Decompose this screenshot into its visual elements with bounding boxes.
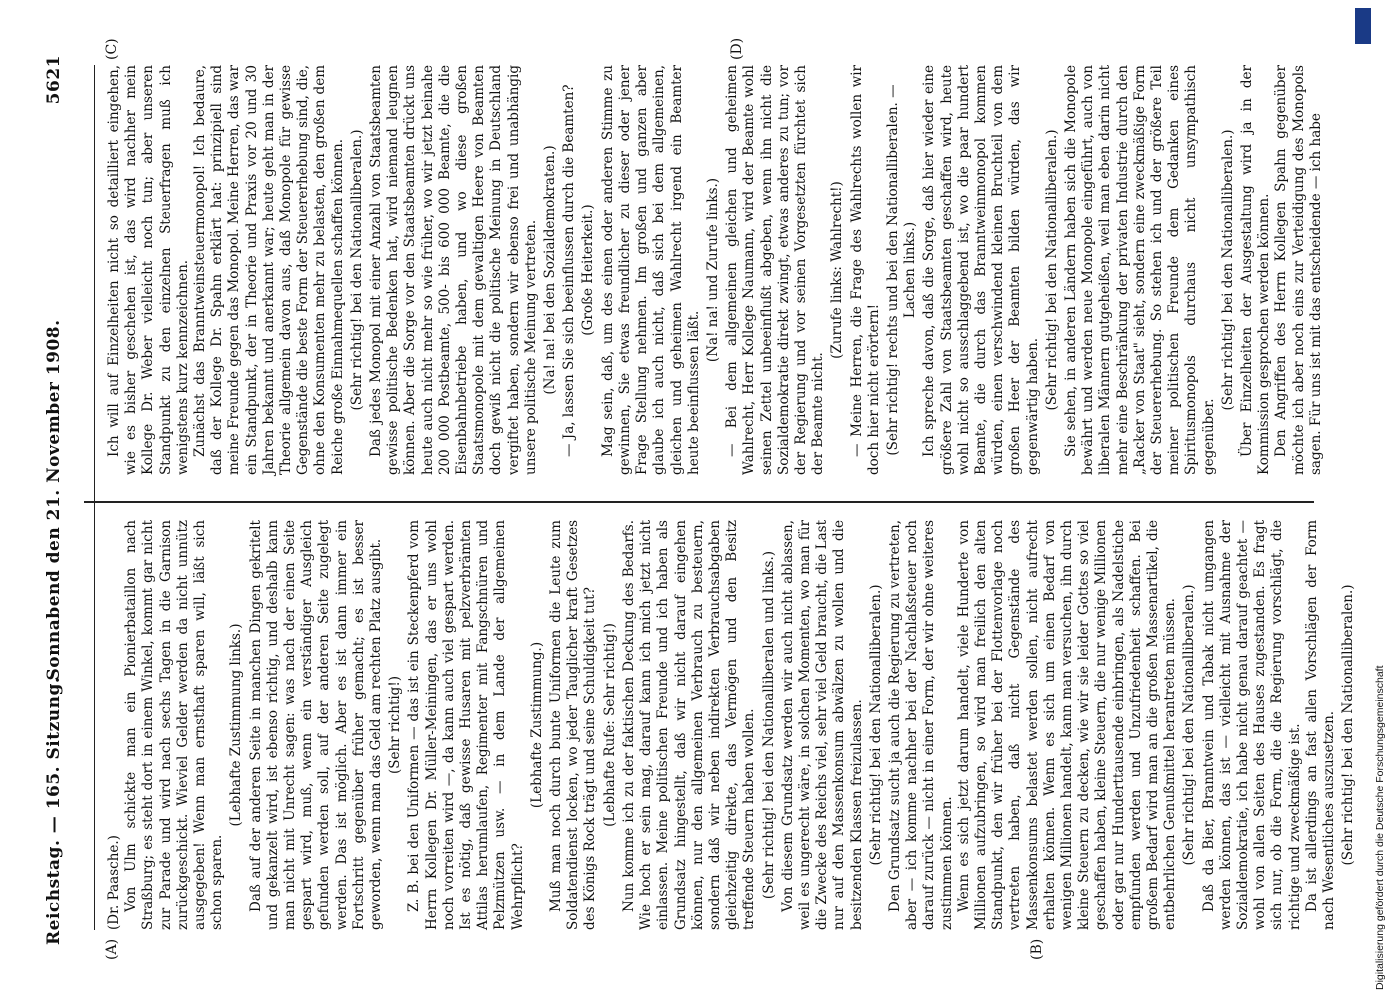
paragraph: Den Angriffen des Herrn Kollegen Spahn gegenüber möchte ich aber noch eins zur Verteidigung des Monopols sagen. Für uns ist mit das entscheidende — ich habe [1273,65,1324,475]
paragraph: Sie sehen, in anderen Ländern haben sich die Monopole bewährt und werden neue Monopole eingeführt, auch von liberalen Männern gutgeheißen, weil man eben darin nicht mehr eine Beschränkung der privaten Industrie durch den „Racker von Staat" sieht, sondern eine zweckmäßige Form der Steuererhebung. So stehen ich und der größere Teil meiner politischen Freunde dem Gedanken eines Spiritusmonopols durchaus nicht unsympathisch gegenüber. [1062,65,1217,475]
paragraph: Zunächst das Branntweinsteuermonopol! Ich bedaure, daß der Kollege Dr. Spahn erklärt hat: prinzipiell sind meine Freunde gegen das Monopol. Meine Herren, das war ein Standpunkt, der in Theorie und Praxis vor 20 und 30 Jahren bekannt und anerkannt war; heute geht man in der Theorie allgemein davon aus, daß Monopole für gewisse Gegenstände die beste Form der Steuererhebung sind, die, ohne den Konsumenten mehr zu belasten, den großen dem Reiche große Einnahmequellen schaffen können. [192,65,346,475]
interjection: (Na! na! bei den Sozialdemokraten.) [542,145,559,395]
paragraph: — Ja, lassen Sie sich beeinflussen durch die Beamten? [561,84,578,457]
interjection: (Lebhafte Zustimmung.) [528,641,545,809]
column-divider [84,501,1314,503]
paragraph: Über Einzelheiten der Ausgestaltung wird ja in der Kommission gesprochen werden können. [1239,65,1273,475]
speaker-name: (Dr. Paasche.) [106,835,122,930]
page-header [44,55,74,945]
paragraph: Mag sein, daß, um des einen oder anderen Stimme zu gewinnen, Sie etwas freundlicher zu dieser oder jener Frage Stellung nehmen. Im großen und ganzen aber glaube ich auch nicht, daß sich bei dem allgemeinen, gleichen und geheimen Wahlrecht irgend ein Beamter heute beeinflussen läßt. [599,65,702,475]
newspaper-page [24,0,1357,1000]
interjection: (Sehr richtig! bei den Nationalliberalen.) [1181,584,1198,866]
dfg-logo: DFG [1355,8,1371,44]
interjection: (Sehr richtig! bei den Nationalliberalen.) [867,584,884,866]
interjection: (Sehr richtig! bei den Nationalliberalen.) [348,129,365,411]
paragraph: Daß jedes Monopol mit einer Anzahl von Staatsbeamten gewisse politische Bedenken hat, wird niemand leugnen können. Aber die Sorge vor den Staatsbeamten drückt uns heute auch nicht mehr so wie früher, wo wir jetzt beinahe 200 000 Postbeamte, 500- bis 600 000 Beamte, die die Eisenbahnbetriebe haben, und wo diese großen Staatsmonopole mit dem gewaltigen Heere von Beamten doch gewiß nicht die politische Meinung in Deutschland vergiftet haben, sondern wir ebenso frei und unabhängig unsere politische Meinung vertreten. [368,65,539,475]
text-column-right [106,65,1324,475]
paragraph: Von Ulm schickte man ein Pionierbataillon nach Straßburg; es steht dort in einem Winkel, kommt gar nicht zur Parade und wird nach sechs Tagen in die Garnison zurückgeschickt. Wieviel Gelder werden da nicht unnütz ausgegeben! Wenn man ernsthaft sparen will, läßt sich schon sparen. [123,520,226,930]
paragraph: Da ist allerdings an fast allen Vorschlägen der Form nach Wesentliches auszusetzen. [1303,520,1338,930]
margin-marker-a: (A) [104,938,120,960]
interjection: (Große Heiterkeit.) [580,204,597,336]
paragraph: Z. B. bei den Uniformen — das ist ein Steckenpferd vom Herrn Kollegen Dr. Müller-Meiningen, das er uns wohl noch vorreiten wird —, da kann auch viel gespart werden. Ist es nötig, daß gewisse Husaren mit pelzverbrämten Attilas herumlaufen, Regimenter mit Fangschnüren und Pelzmützen usw. — in dem Lande der allgemeinen Wehrpflicht? [406,520,526,930]
paragraph: Ich will auf Einzelheiten nicht so detailliert eingehen, wie es bisher geschehen ist, das wird nachher mein Kollege Dr. Weber vielleicht noch tun; aber unseren Standpunkt zu den einzelnen Steuerfragen muß ich wenigstens kurz kennzeichnen. [106,65,191,475]
header-session: Reichstag. — 165. Sitzung. [44,676,64,945]
interjection: (Lebhafte Zustimmung links.) [228,623,245,827]
paragraph: Daß da Bier, Branntwein und Tabak nicht umgangen werden können, das ist — vielleicht mit Ausnahme der Sozialdemokratie, ich habe nicht genau darauf geachtet — wohl von allen Seiten des Hauses zugestanden. Es fragt sich nur, ob die Form, die die Regierung vorschlägt, die richtige und zweckmäßige ist. [1200,520,1303,930]
header-date: Sonnabend den 21. November 1908. [44,319,64,681]
interjection: (Zurufe links: Wahlrecht!) [829,181,846,359]
interjection: (Lebhafte Rufe: Sehr richtig!) [601,623,618,827]
interjection: (Na! na! und Zurufe links.) [704,177,721,363]
paragraph: Daß auf der anderen Seite in manchen Dingen gekritelt und gekanzelt wird, ist ebenso richtig, und deshalb kann man nicht mit Unrecht sagen: was nach der einen Seite gespart wird, muß, wenn ein verständiger Ausgleich gefunden werden soll, auf der anderen Seite zugelegt werden. Das ist möglich. Aber es ist dann immer ein Fortschritt gegenüber früher gemacht; es ist besser geworden, wenn man das Geld am rechten Platz ausgibt. [247,520,385,930]
paragraph: Nun komme ich zu der faktischen Deckung des Bedarfs. Wie hoch er sein mag, darauf kann ich mich jetzt nicht einlassen. Meine politischen Freunde und ich haben als Grundsatz hingestellt, daß wir nicht darauf eingehen können, nur den allgemeinen Verbrauch zu besteuern, sondern daß wir neben indirekten Verbrauchsabgaben gleichzeitig direkte, das Vermögen und den Besitz treffende Steuern haben wollen. [620,520,758,930]
interjection: (Sehr richtig! rechts und bei den Nationalliberalen. — Lachen links.) [884,84,919,456]
interjection: (Sehr richtig! bei den Nationalliberalen.) [1219,129,1236,411]
digitization-note-text: Digitalisierung gefördert durch die Deutsche Forschungsgemeinschaft [1374,665,1386,990]
paragraph: — Bei dem allgemeinen gleichen und geheimen Wahlrecht, Herr Kollege Naumann, wird der Beamte wohl seinen Zettel unbeeinflußt abgeben, wenn ihn nicht die Sozialdemokratie direkt zwingt, etwas anderes zu tun; vor der Regierung und vor seinen Vorgesetzten fürchtet sich der Beamte nicht. [724,65,827,475]
header-rule [94,65,95,930]
header-page-number: 5621 [44,55,64,105]
paragraph: — Meine Herren, die Frage des Wahlrechts wollen wir doch hier nicht erörtern! [848,65,882,475]
paragraph: Wenn es sich jetzt darum handelt, viele Hunderte von Millionen aufzubringen, so wird man freilich den alten Standpunkt, den wir früher bei der Flottenvorlage noch vertreten haben, daß nicht Gegenstände des Massenkonsums belastet werden sollen, nicht aufrecht erhalten können. Wenn es sich um einen Bedarf von wenigen Millionen handelt, kann man versuchen, ihn durch kleine Steuern zu decken, wie wir sie leider Gottes so viel geschaffen haben, kleine Steuern, die nur wenige Millionen oder gar nur Hunderttausende einbringen, als Nadelstiche empfunden werden und Unzufriedenheit schaffen. Bei großem Bedarf wird man an die großen Massenartikel, die entbehrlichen Genußmittel herantreten müssen. [955,520,1179,930]
interjection: (Sehr richtig! bei den Nationalliberalen.) [1043,129,1060,411]
text-column-left [106,520,1357,930]
margin-marker-c: (C) [104,38,120,60]
paragraph: Von diesem Grundsatz werden wir auch nicht ablassen, weil es ungerecht wäre, in solchen Momenten, wo man für die Zwecke des Reichs viel, sehr viel Geld braucht, die Last nur auf den Massenkonsum abwälzen zu wollen und die besitzenden Klassen freizulassen. [779,520,865,930]
paragraph: Den Grundsatz sucht ja auch die Regierung zu vertreten, aber — ich komme nachher bei der Nachlaßsteuer noch darauf zurück — nicht in einer Form, der wir ohne weiteres zustimmen können. [886,520,955,930]
interjection: (Sehr richtig! bei den Nationalliberalen.) [1340,584,1357,866]
margin-marker-b: (B) [1029,938,1045,960]
paragraph: Ich spreche davon, daß die Sorge, daß hier wieder eine größere Zahl von Staatsbeamten geschaffen wird, heute wohl nicht so ausschlaggebend ist, wo die paar hundert Beamte, die durch das Branntweinmonopol kommen würden, einen verschwindend kleinen Bruchteil von dem großen Heer der Beamten bilden würden, das wir gegenwärtig haben. [921,65,1041,475]
paragraph: Muß man noch durch bunte Uniformen die Leute zum Soldatendienst locken, wo jeder Tauglicher kraft Gesetzes des Königs Rock trägt und seine Schuldigkeit tut? [548,520,599,930]
margin-marker-d: (D) [729,37,745,60]
interjection: (Sehr richtig!) [387,675,404,775]
interjection: (Sehr richtig! bei den Nationalliberalen und links.) [760,550,777,900]
